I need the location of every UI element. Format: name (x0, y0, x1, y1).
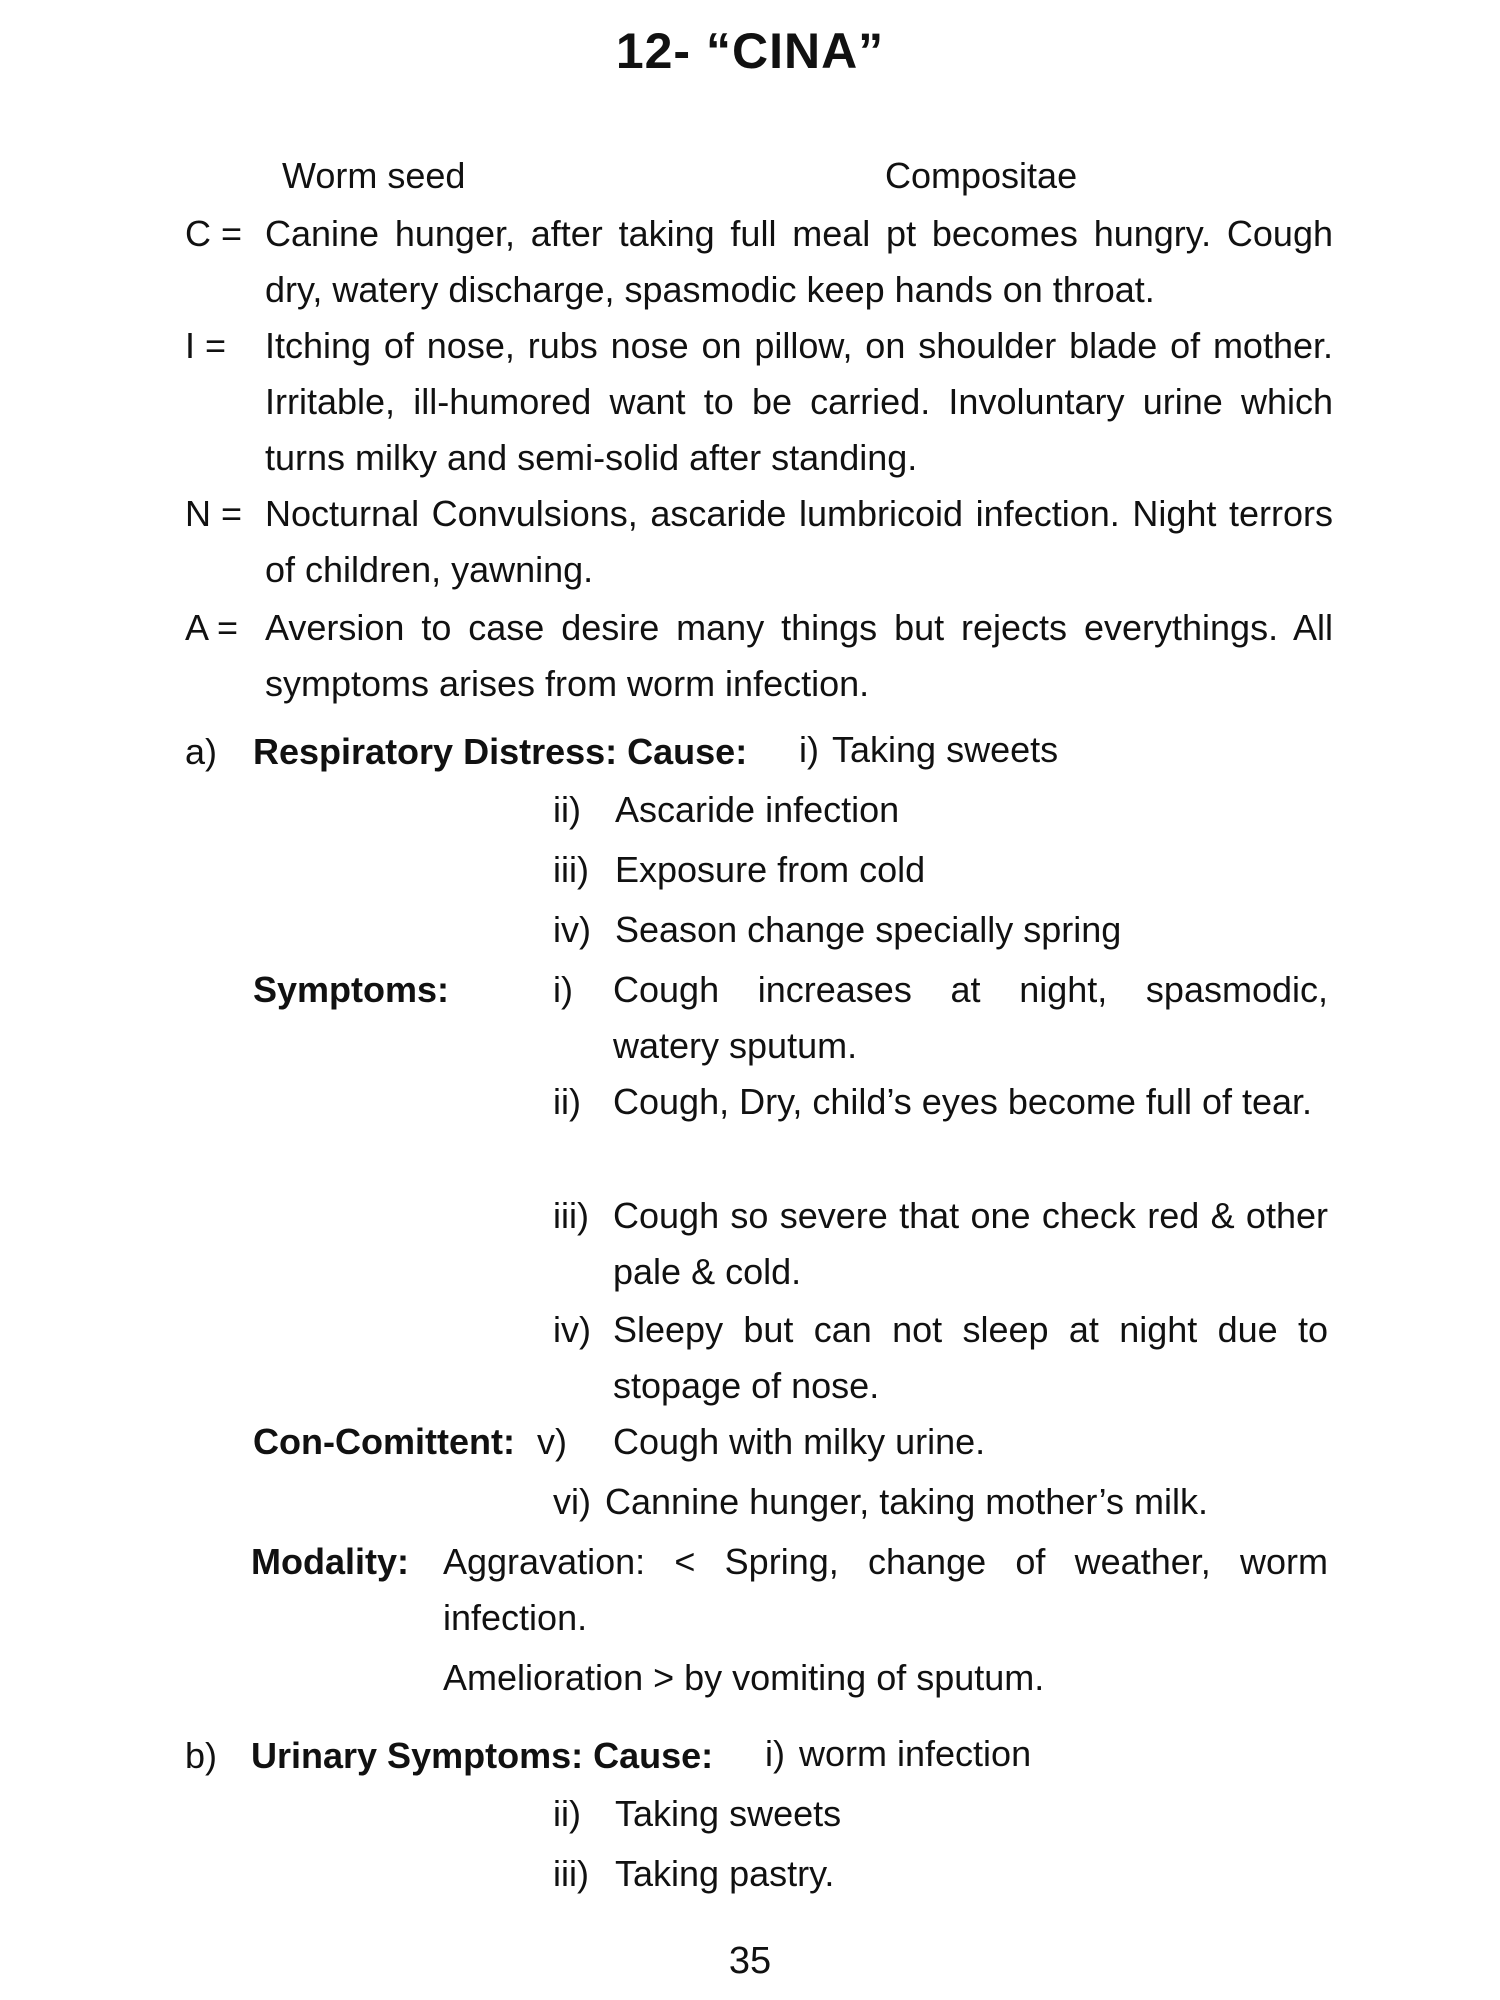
section-b-marker: b) (185, 1735, 218, 1776)
cause-item-num: iv) (553, 909, 591, 950)
symptom-text: Cough, Dry, child’s eyes become full of tear. (613, 1081, 1313, 1122)
modality-label: Modality: (251, 1541, 409, 1582)
symptom-num: iii) (553, 1195, 589, 1236)
symptom-text: Cough increases at night, spasmodic, watery sputum. (613, 969, 1328, 1066)
acrostic-text: Aversion to case desire many things but rejects everythings. All symptoms arises from worm infection. (265, 607, 1333, 704)
cause-item-text: Taking pastry. (615, 1853, 835, 1894)
cause-item-text: Taking sweets (615, 1793, 842, 1834)
acrostic-letter: I = (185, 325, 227, 366)
concomitant-label: Con-Comittent: (253, 1421, 515, 1462)
cause-item-num: i) (765, 1733, 785, 1774)
section-a-marker: a) (185, 731, 218, 772)
aggravation-text: Aggravation: < Spring, change of weather, worm infection. (443, 1541, 1328, 1638)
section-b-heading: Urinary Symptoms: Cause: (251, 1735, 714, 1776)
concomitant-text: Cough with milky urine. (613, 1421, 986, 1462)
page-number: 35 (728, 1940, 772, 1982)
symptom-num: i) (553, 969, 573, 1010)
cause-item-text: Season change specially spring (615, 909, 1122, 950)
cause-item-text: Taking sweets (832, 729, 1059, 770)
acrostic-text: Canine hunger, after taking full meal pt becomes hungry. Cough dry, watery discharge, spasmodic keep hands on throat. (265, 213, 1333, 310)
cause-item-text: Ascaride infection (615, 789, 900, 830)
cause-item-text: worm infection (799, 1733, 1032, 1774)
symptom-text: Cough so severe that one check red & other pale & cold. (613, 1195, 1328, 1292)
section-a-heading: Respiratory Distress: Cause: (253, 731, 748, 772)
acrostic-letter: A = (185, 607, 239, 648)
cause-item-text: Exposure from cold (615, 849, 926, 890)
cause-item-num: i) (799, 729, 819, 770)
symptom-num: ii) (553, 1081, 581, 1122)
cause-item-num: iii) (553, 849, 589, 890)
amelioration-text: Amelioration > by vomiting of sputum. (443, 1657, 1045, 1698)
common-name: Worm seed (282, 155, 466, 196)
symptom-num: iv) (553, 1309, 591, 1350)
cause-item-num: ii) (553, 1793, 581, 1834)
plant-family: Compositae (885, 155, 1078, 196)
symptom-text: Sleepy but can not sleep at night due to stopage of nose. (613, 1309, 1328, 1406)
concomitant-num: vi) (553, 1481, 591, 1522)
concomitant-num: v) (537, 1421, 567, 1462)
acrostic-letter: C = (185, 213, 243, 254)
acrostic-letter: N = (185, 493, 243, 534)
acrostic-text: Itching of nose, rubs nose on pillow, on shoulder blade of mother. Irritable, ill-humored want to be carried. Involuntary urine which turns milky and semi-solid after standing. (265, 325, 1333, 478)
symptoms-label: Symptoms: (253, 969, 450, 1010)
concomitant-text: Cannine hunger, taking mother’s milk. (605, 1481, 1208, 1522)
cause-item-num: ii) (553, 789, 581, 830)
page-title: 12- “CINA” (615, 23, 885, 79)
cause-item-num: iii) (553, 1853, 589, 1894)
acrostic-text: Nocturnal Convulsions, ascaride lumbricoid infection. Night terrors of children, yawning. (265, 493, 1333, 590)
